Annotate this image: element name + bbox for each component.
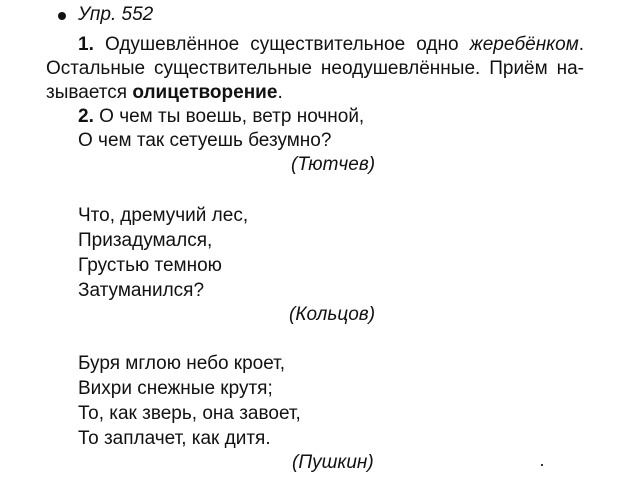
task2-number: 2. (78, 106, 94, 127)
task1-number: 1. (78, 34, 94, 55)
task1-line1-end: . (578, 34, 584, 55)
task1-line3 (46, 81, 283, 105)
task1-line3-text: зывается (46, 82, 133, 103)
task1-line2: Остальные существительные неодушевлённые. Приём на- (46, 58, 584, 79)
exercise-title: Упр. 552 (78, 4, 154, 25)
task1-text: Одушевлённое существительное одно (93, 34, 470, 55)
task1-italic-word: жеребёнком (469, 34, 579, 55)
poem2-line4: Затуманился? (78, 280, 205, 301)
task2-text: О чем ты воешь, ветр ночной, (93, 106, 365, 127)
poem3-line3: То, как зверь, она завоет, (78, 403, 301, 424)
task1-line1 (78, 33, 584, 57)
print-speck (541, 464, 543, 466)
poem2-line3: Грустью темною (78, 255, 222, 276)
bullet-icon (58, 12, 66, 20)
task1-line3-end: . (277, 82, 283, 103)
task1-bold-term: олицетворение (132, 82, 278, 103)
poem1-line1: О чем так сетуешь безумно? (78, 130, 332, 151)
poem1-author: (Тютчев) (291, 154, 376, 175)
poem3-line1: Буря мглою небо кроет, (78, 353, 286, 374)
poem3-line2: Вихри снежные крутя; (78, 378, 273, 399)
poem3-line4: То заплачет, как дитя. (78, 428, 271, 449)
task2-line1 (78, 105, 364, 129)
poem3-author: (Пушкин) (292, 452, 374, 473)
poem2-line1: Что, дремучий лес, (78, 205, 249, 226)
poem2-line2: Призадумался, (78, 230, 213, 251)
poem2-author: (Кольцов) (289, 304, 376, 325)
